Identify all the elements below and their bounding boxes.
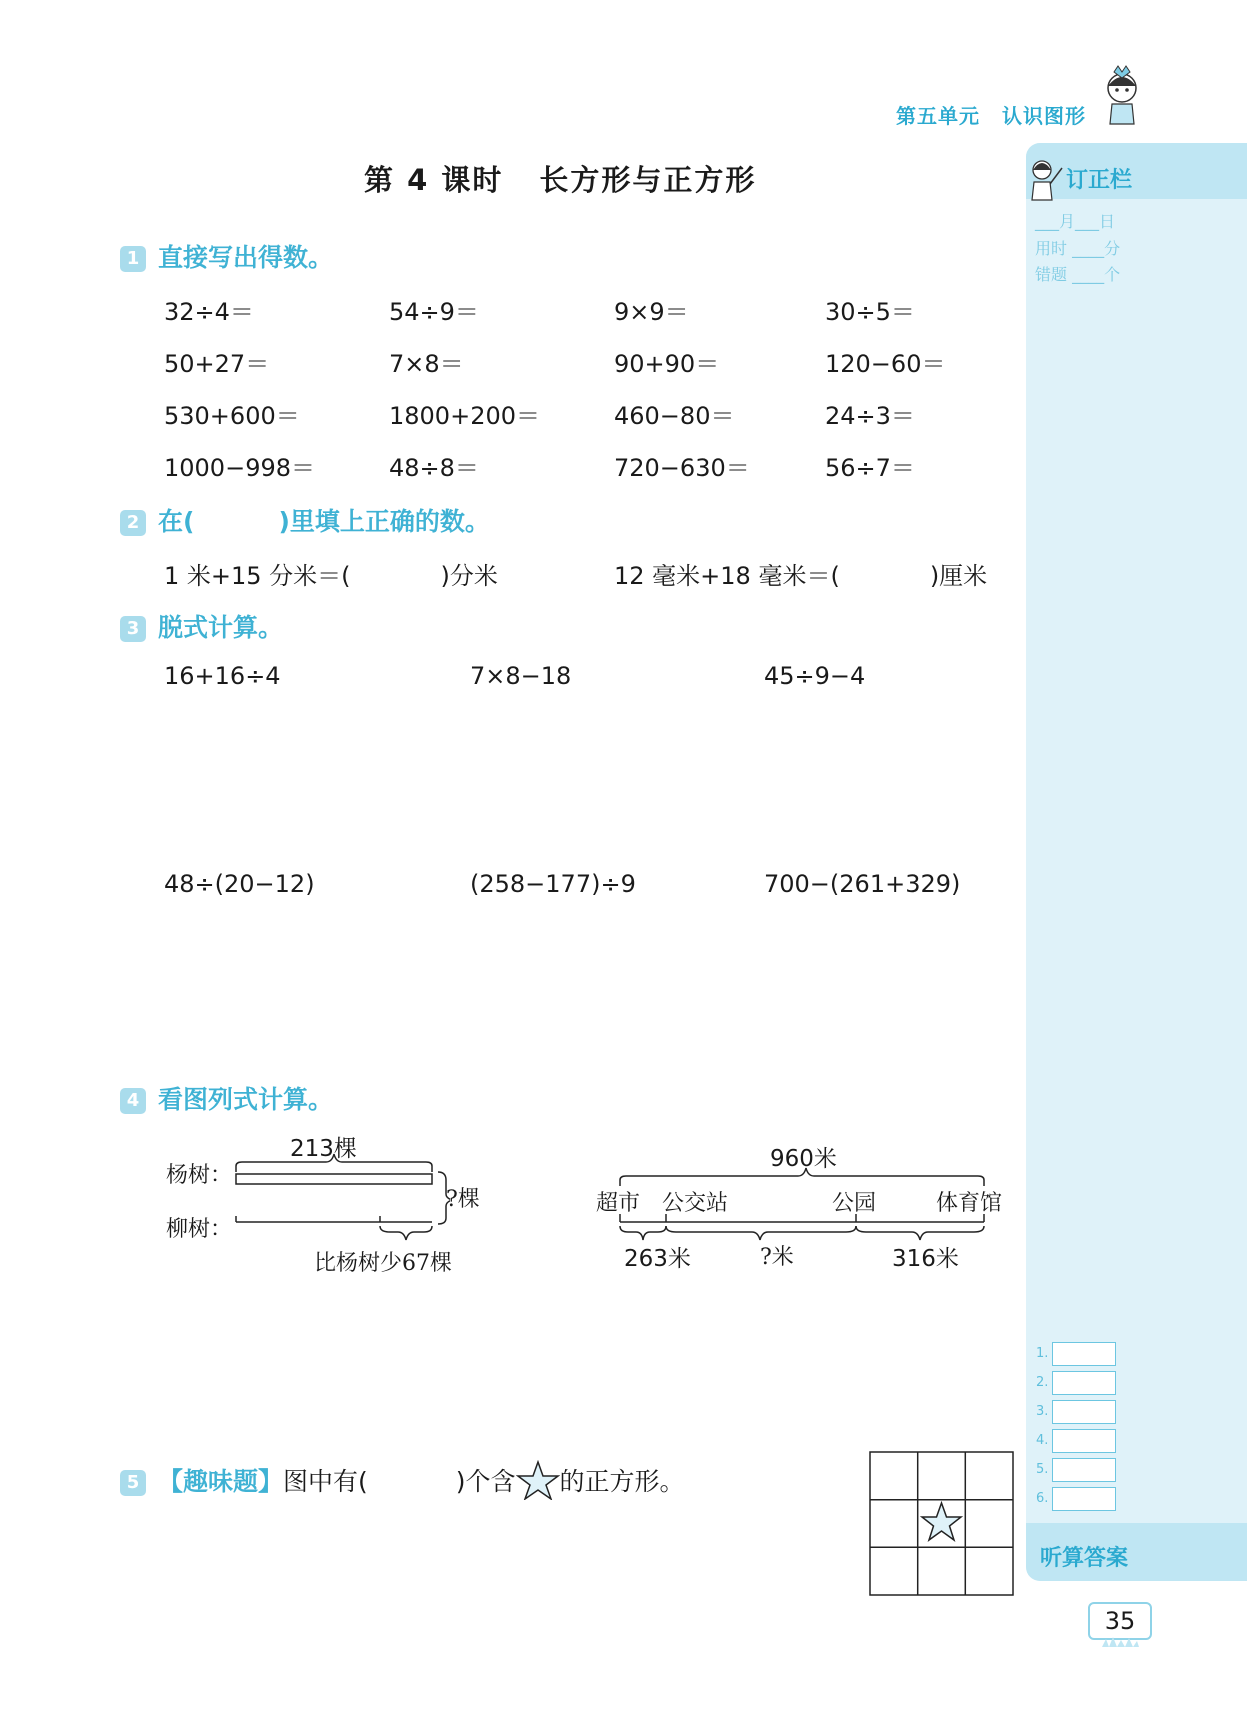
answer-row-label: 5. <box>1036 1462 1049 1477</box>
answer-row-label: 1. <box>1036 1346 1049 1361</box>
section-title: 脱式计算。 <box>158 613 284 642</box>
question-text-post: 的正方形。 <box>559 1467 685 1496</box>
answer-box[interactable] <box>1052 1458 1116 1482</box>
diagram1-bottom-label: 比杨树少67棵 <box>314 1251 452 1276</box>
section-number-badge: 1 <box>120 246 146 272</box>
section-title: 看图列式计算。 <box>158 1085 334 1114</box>
diagram2-segment-3: 316米 <box>892 1246 959 1272</box>
section-number-badge: 5 <box>120 1470 146 1496</box>
equation: 48÷8＝ <box>389 454 479 482</box>
section-title: 直接写出得数。 <box>158 243 334 272</box>
lesson-number: 第 4 课时 <box>364 163 504 197</box>
girl-pointer-icon <box>1028 158 1064 202</box>
section-title-pre: 在( <box>158 507 195 536</box>
item-text-post: )分米 <box>440 562 498 590</box>
equation: 460−80＝ <box>614 402 735 430</box>
page-number: 35 <box>1088 1602 1152 1640</box>
equation: 56÷7＝ <box>825 454 915 482</box>
section-4-heading <box>120 1080 333 1116</box>
unit-name: 第五单元 <box>896 104 980 128</box>
diagram2-total: 960米 <box>770 1146 837 1172</box>
equation: 120−60＝ <box>825 350 946 378</box>
equation: 530+600＝ <box>164 402 300 430</box>
fill-in-item-2 <box>614 556 987 591</box>
diagram2-lines <box>612 1166 992 1266</box>
square-grid-figure <box>868 1450 1018 1598</box>
answer-box[interactable] <box>1052 1429 1116 1453</box>
answer-row-label: 2. <box>1036 1375 1049 1390</box>
section-3-heading <box>120 608 283 644</box>
equation: 7×8＝ <box>389 350 464 378</box>
equation: 32÷4＝ <box>164 298 254 326</box>
answer-row-label: 4. <box>1036 1433 1049 1448</box>
place-label: 体育馆 <box>936 1191 1003 1216</box>
correction-label: 订正栏 <box>1066 168 1133 193</box>
equation: 90+90＝ <box>614 350 720 378</box>
answer-box[interactable] <box>1052 1342 1116 1366</box>
item-text-pre: 1 米+15 分米＝( <box>164 562 351 590</box>
equation: 50+27＝ <box>164 350 270 378</box>
answer-row-label: 6. <box>1036 1491 1049 1506</box>
mascot-girl-icon <box>1100 62 1142 126</box>
fun-question-tag: 【趣味题】 <box>158 1467 284 1496</box>
lesson-title <box>364 158 756 199</box>
question-text-mid: )个含 <box>455 1467 516 1496</box>
diagram1-lines <box>230 1150 450 1260</box>
calc-problem: 7×8−18 <box>470 662 572 690</box>
diagram1-top-label: 213棵 <box>290 1136 357 1162</box>
equation: 9×9＝ <box>614 298 689 326</box>
place-label: 超市 <box>596 1191 641 1216</box>
diagram1-question: ?棵 <box>446 1187 480 1212</box>
section-2-heading <box>120 502 490 538</box>
date-line: ___月___日 <box>1035 212 1116 231</box>
equation: 30÷5＝ <box>825 298 915 326</box>
grass-decoration-icon <box>1100 1636 1140 1648</box>
place-label: 公交站 <box>662 1191 729 1216</box>
item-text-pre: 12 毫米+18 毫米＝( <box>614 562 840 590</box>
question-text-pre: 图中有( <box>283 1467 368 1496</box>
error-line: 错题 ____个 <box>1035 265 1121 284</box>
equation: 24÷3＝ <box>825 402 915 430</box>
section-1-heading <box>120 238 333 274</box>
diagram1-row2-label: 柳树： <box>166 1217 233 1242</box>
fill-in-item-1 <box>164 556 498 591</box>
time-line: 用时 ____分 <box>1035 239 1121 258</box>
calc-problem: 48÷(20−12) <box>164 870 315 898</box>
unit-header <box>896 100 1108 129</box>
star-icon <box>516 1460 560 1500</box>
lesson-name: 长方形与正方形 <box>539 163 757 197</box>
unit-topic: 认识图形 <box>1002 104 1086 128</box>
section-title-post: )里填上正确的数。 <box>278 507 490 536</box>
equation: 1000−998＝ <box>164 454 315 482</box>
item-text-post: )厘米 <box>929 562 988 590</box>
diagram1-row1-label: 杨树： <box>166 1163 233 1188</box>
answer-box[interactable] <box>1052 1487 1116 1511</box>
equation: 1800+200＝ <box>389 402 540 430</box>
equation: 720−630＝ <box>614 454 750 482</box>
section-5-heading <box>120 1460 685 1500</box>
calc-problem: 700−(261+329) <box>764 870 961 898</box>
calc-problem: 45÷9−4 <box>764 662 866 690</box>
place-label: 公园 <box>832 1191 877 1216</box>
listen-answers-label: 听算答案 <box>1040 1546 1129 1571</box>
calc-problem: 16+16÷4 <box>164 662 281 690</box>
answer-row-label: 3. <box>1036 1404 1049 1419</box>
section-number-badge: 4 <box>120 1088 146 1114</box>
answer-box[interactable] <box>1052 1371 1116 1395</box>
calc-problem: (258−177)÷9 <box>470 870 636 898</box>
diagram2-segment-1: 263米 <box>624 1246 691 1272</box>
answer-box[interactable] <box>1052 1400 1116 1424</box>
section-number-badge: 3 <box>120 616 146 642</box>
diagram2-segment-2: ?米 <box>760 1245 794 1270</box>
section-number-badge: 2 <box>120 510 146 536</box>
equation: 54÷9＝ <box>389 298 479 326</box>
